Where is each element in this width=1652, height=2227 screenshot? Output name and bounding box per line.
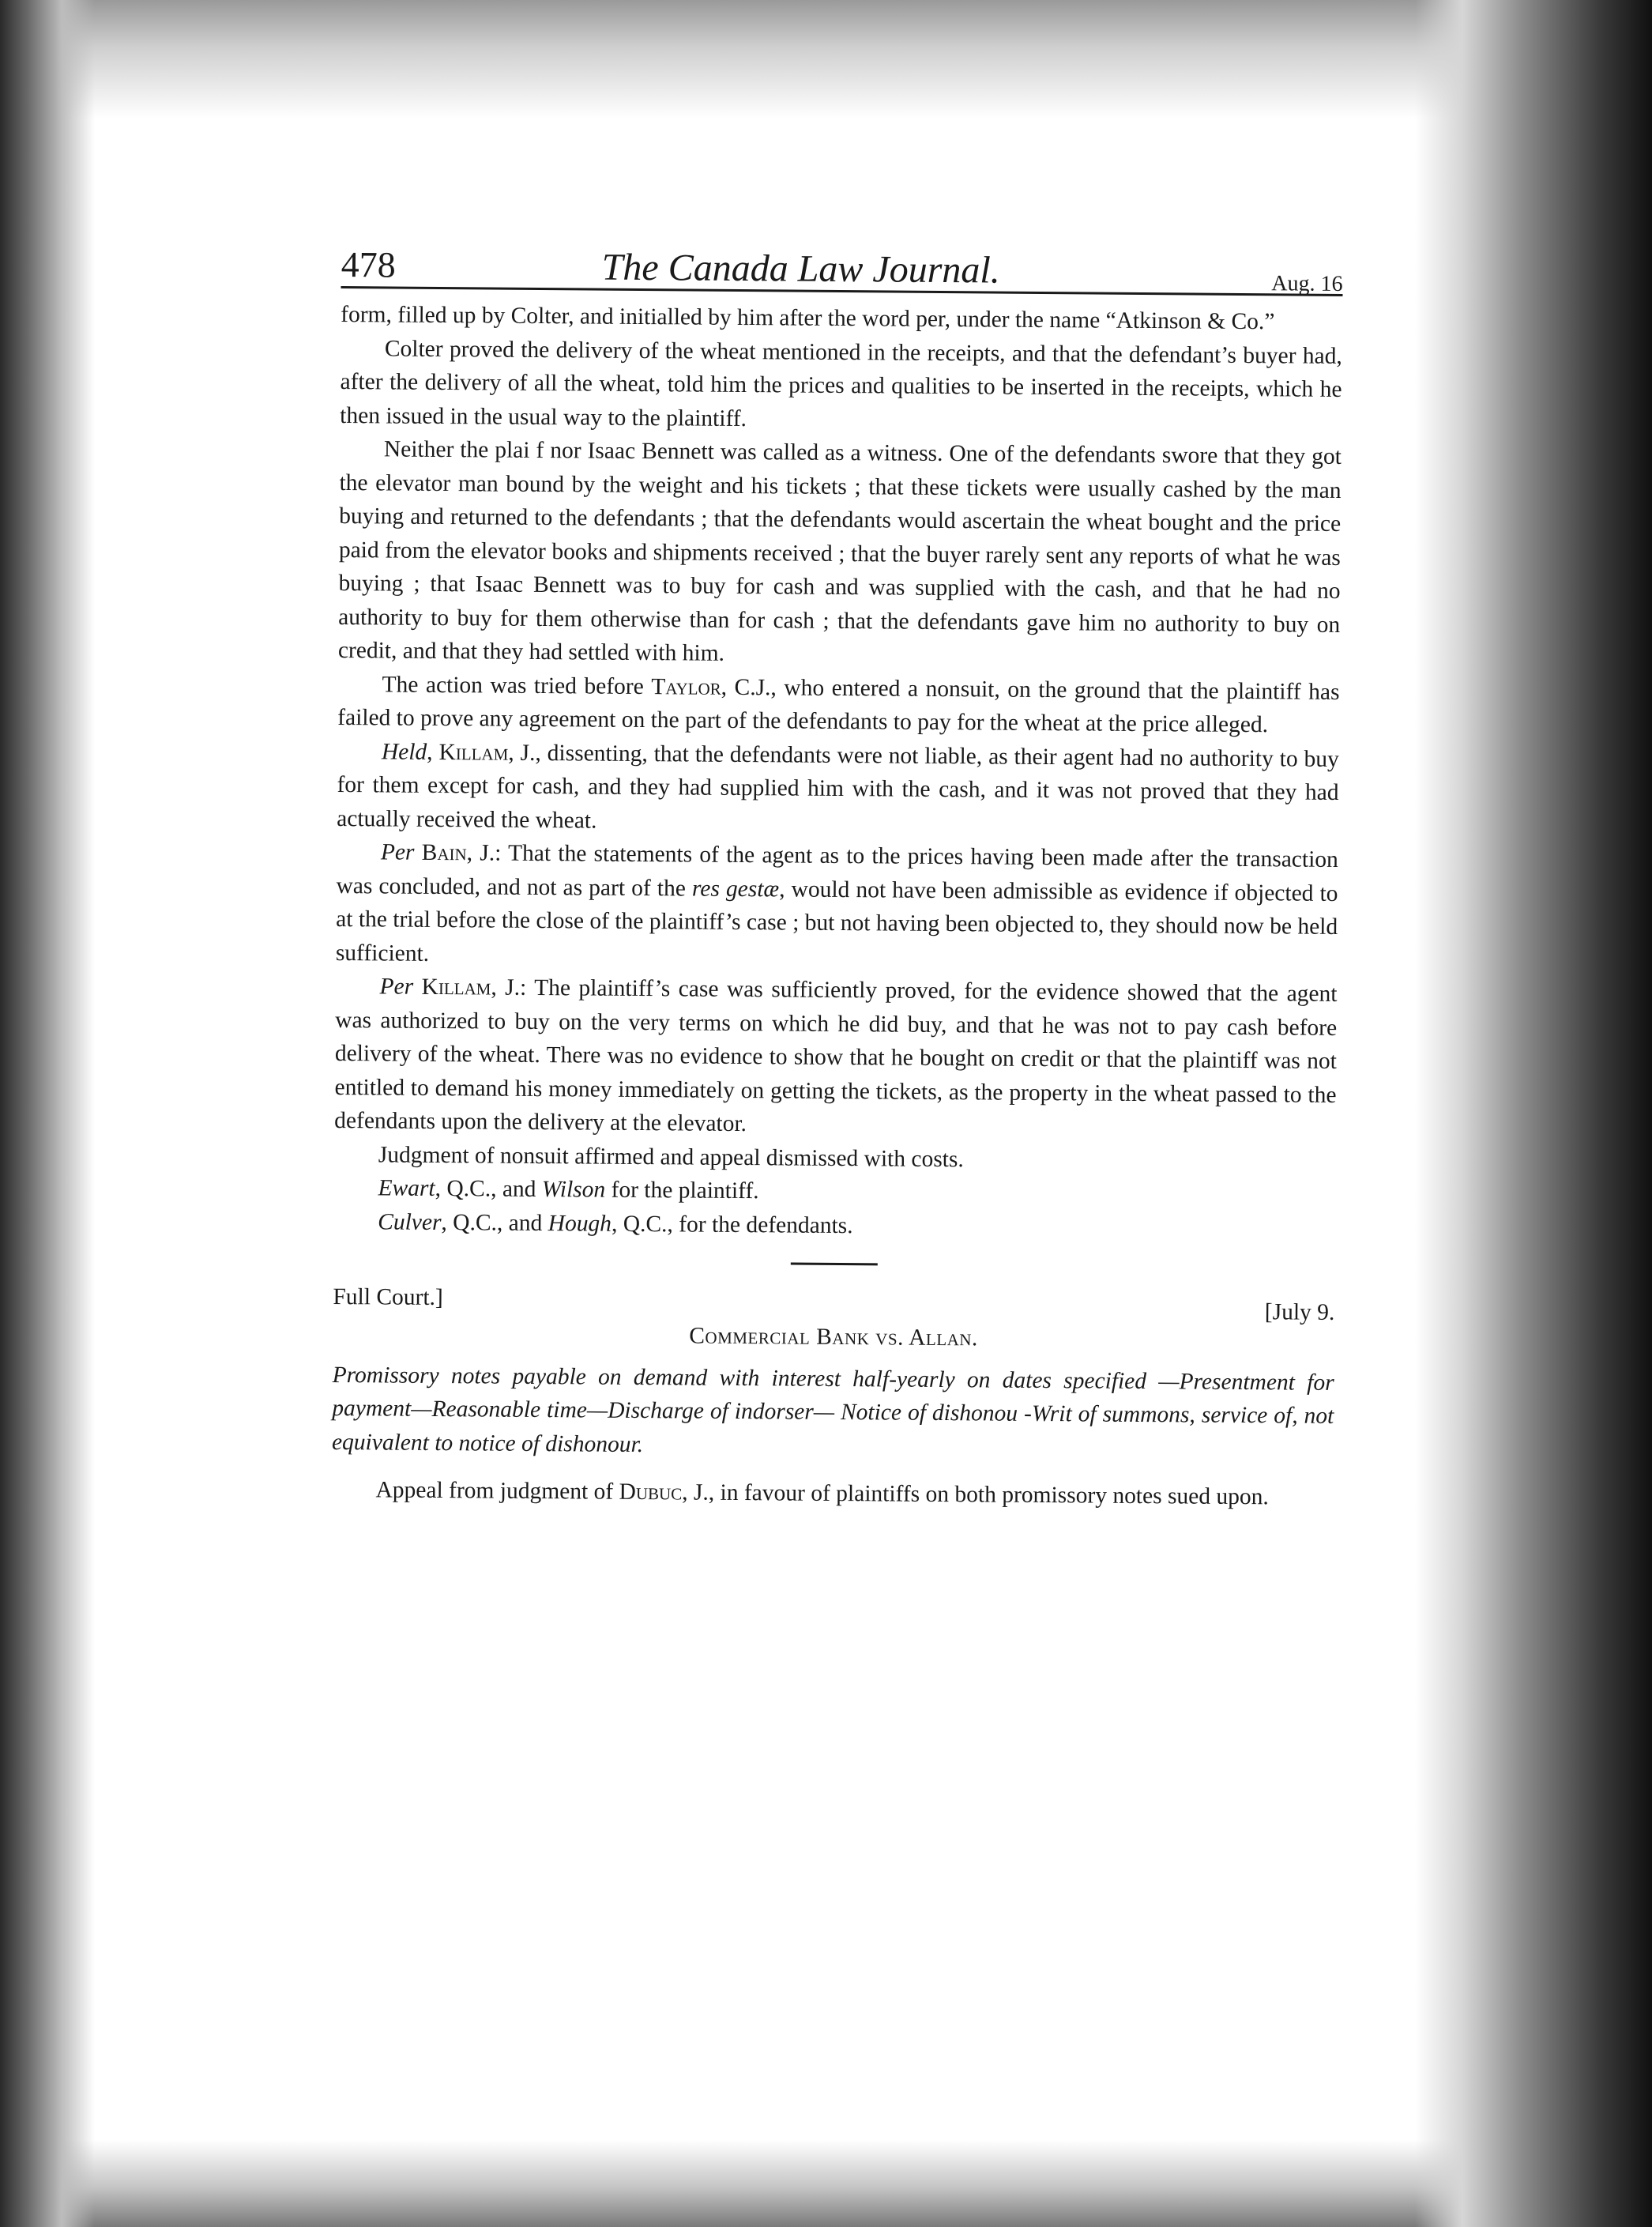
text: , J., dissenting, that the defendants were not liable, as their agent had no authority to buy for them except for cash, and they had supplied him with the cash, and it was not proved that they had actually received the wheat. (337, 740, 1339, 834)
paragraph-per-killam (334, 970, 1338, 1145)
page-number: 478 (341, 243, 396, 285)
paragraph-appeal (331, 1473, 1333, 1514)
scan-edge-left (0, 0, 95, 2227)
court-name: Full Court.] (333, 1283, 443, 1311)
running-header (341, 237, 1342, 296)
paragraph-colter-proof: Colter proved the delivery of the wheat mentioned in the receipts, and that the defendant’s buyer had, after the delivery of all the wheat, told him the prices and qualities to be inserted in the receipts, which he then issued in the usual way to the plaintiff. (340, 335, 1342, 431)
text: , J.: The plaintiff’s case was sufficiently proved, for the evidence showed that the agent was authorized to buy on the very terms on which he did buy, and that he was not to pay cash before delivery of the wheat. There was no evidence to show that he bought on credit or that the plaintiff was not entitled to demand his money immediately on getting the tickets, as the property in the wheat passed to the defendants upon the delivery at the elevator. (334, 974, 1338, 1137)
text: , J., in favour of plaintiffs on both promissory notes sued upon. (682, 1479, 1269, 1510)
scan-edge-right (1415, 0, 1652, 2227)
scan-edge-top (0, 0, 1652, 119)
counsel-name: Wilson (541, 1177, 606, 1203)
text: , C.J., who entered a nonsuit, on the ground that the plaintiff has failed to prove any agreement on the part of the defendants to pay for the wheat at the price alleged. (337, 674, 1340, 738)
text: , would not have been admissible as evidence if objected to at the trial before the close of the plaintiff’s case ; but not having been objected to, they should now be held sufficient. (335, 876, 1338, 967)
paragraph-held: Held, Killam, J., dissenting, that the defendants were not liable, as their agent had no authority to buy for them except for cash, and they had supplied him with the cash, and it was not proved that they had actually received the wheat. (337, 738, 1339, 834)
paragraph-continuation: form, filled up by Colter, and initialled by him after the word per, under the name “Atkinson & Co.” (341, 301, 1275, 335)
held-label: Held (381, 738, 427, 765)
judge-name: Killam (438, 739, 509, 766)
judge-name: Killam (421, 974, 491, 1000)
paragraph-trial (337, 667, 1340, 742)
judge-name: Taylor (651, 673, 721, 700)
judge-name: Bain (421, 839, 467, 866)
counsel-name: Culver (378, 1208, 442, 1235)
latin-term: res gestæ (691, 876, 780, 902)
case-headnote: Promissory notes payable on demand with interest half-yearly on dates specified —Presentment for payment—Reasonable time—Discharge of indorser— Notice of dishonou -Writ of summons, service of, not equivalent to notice of dishonour. (331, 1362, 1334, 1457)
counsel-name: Hough (548, 1210, 612, 1237)
court-line (333, 1280, 1334, 1323)
text: for the plaintiff. (605, 1177, 759, 1204)
journal-title: The Canada Law Journal. (601, 246, 1000, 292)
paragraph-per-bain (336, 835, 1338, 978)
text: , Q.C., for the defendants. (611, 1211, 853, 1238)
text: , Q.C., and (441, 1209, 548, 1236)
issue-date: Aug. 16 (1271, 271, 1343, 296)
paragraph-witness-evidence: Neither the plai f nor Isaac Bennett was called as a witness. One of the defendants swore that they got the elevator man bound by the weight and his tickets ; that these tickets were usually cashed by the man buying and returned to the defendants ; that the defendants would ascertain the wheat bought and the price paid from the elevator books and shipments received ; that the buyer rarely sent any reports of what he was buying ; that Isaac Bennett was to buy for cash and was supplied with the cash, and that he had no authority to buy for them otherwise than for cash ; that the defendants gave him no authority to buy on credit, and that they had settled with him. (337, 436, 1342, 666)
section-divider (791, 1263, 878, 1266)
text: , J.: That the statements of the agent as to the prices having been made after the transaction was concluded, and not as part of the (336, 840, 1338, 902)
paragraph-counsel-defendants (333, 1204, 1335, 1245)
scan-edge-bottom (0, 2140, 1652, 2227)
per-label: Per (380, 839, 415, 865)
text: , Q.C., and (435, 1175, 542, 1203)
case-title: Commercial Bank vs. Allan. (689, 1323, 978, 1351)
case-date: [July 9. (1264, 1299, 1335, 1325)
text: Appeal from judgment of (375, 1477, 619, 1505)
text: The action was tried before (382, 671, 652, 699)
per-label: Per (379, 974, 414, 1000)
paragraph-judgment: Judgment of nonsuit affirmed and appeal dismissed with costs. (378, 1141, 964, 1172)
journal-page (328, 237, 1343, 1944)
counsel-name: Ewart (378, 1175, 435, 1201)
judge-name: Dubuc (619, 1479, 683, 1505)
